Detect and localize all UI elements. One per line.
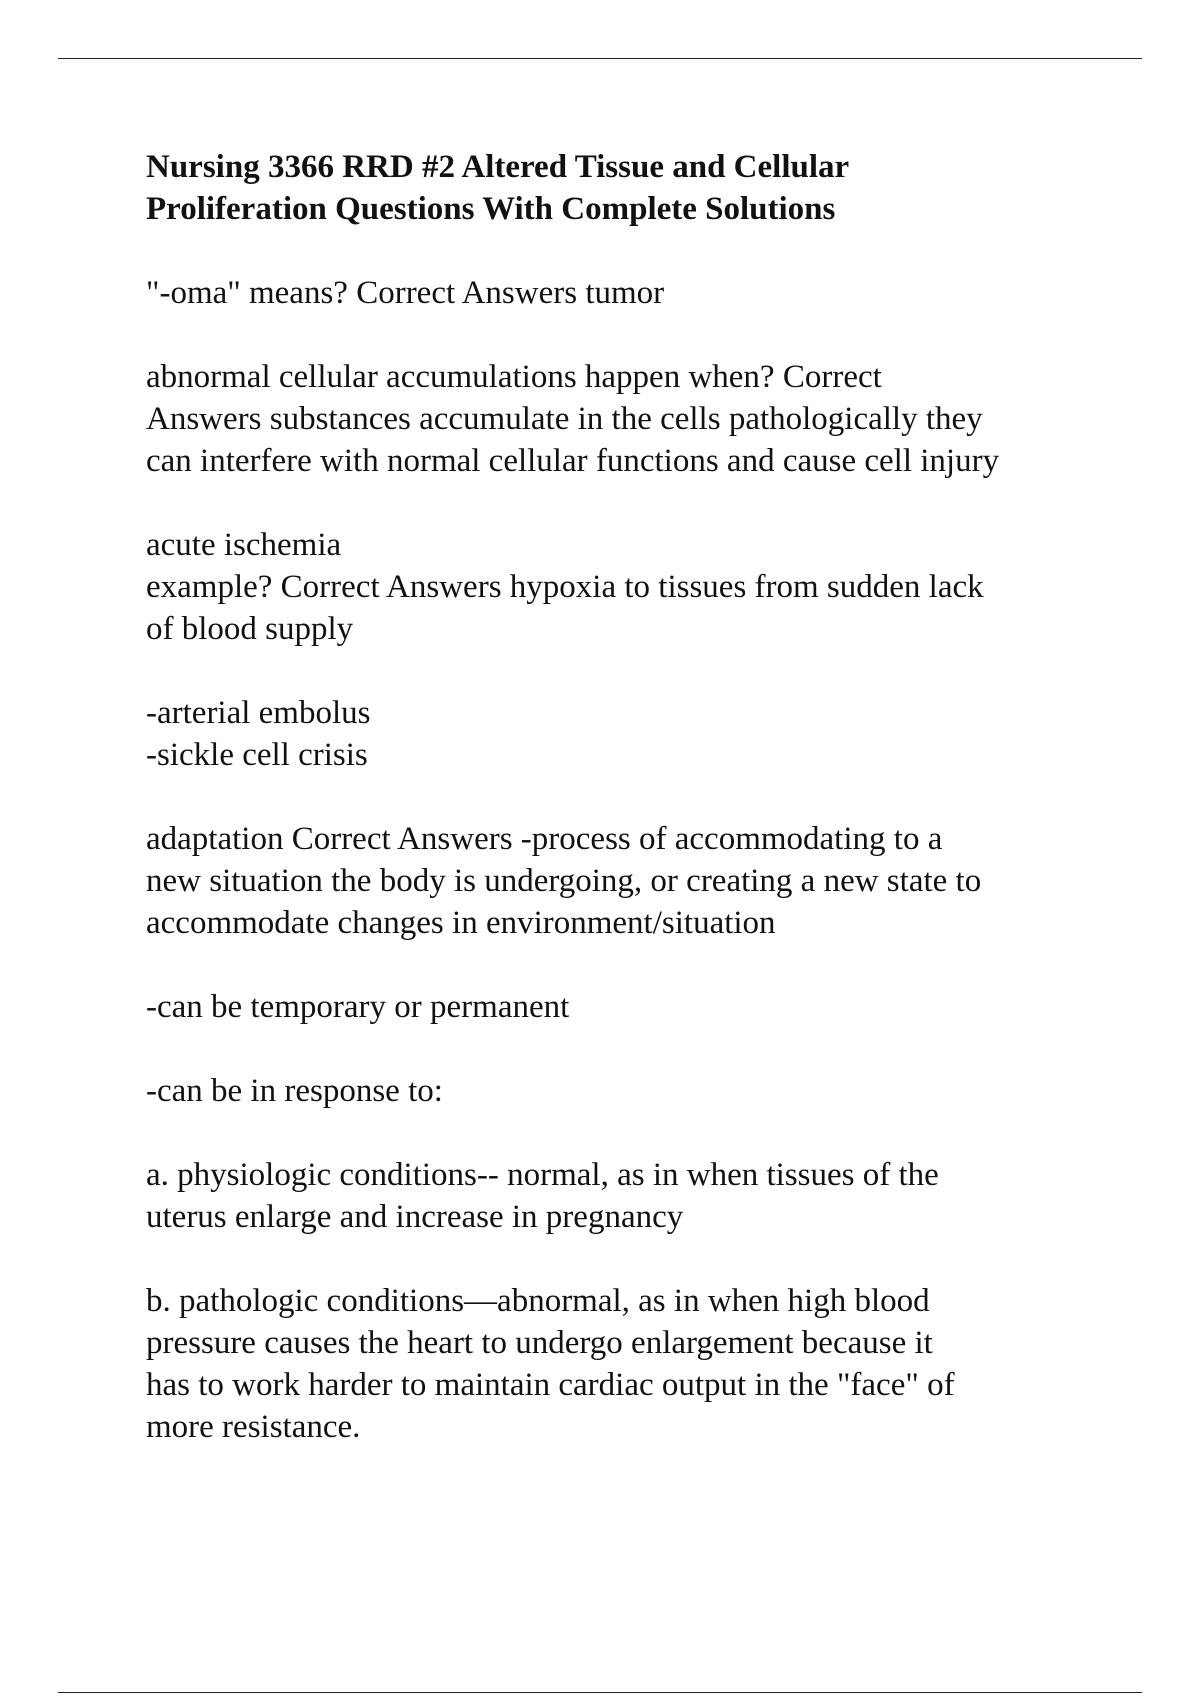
paragraph-response-to: -can be in response to: <box>146 1073 443 1109</box>
paragraph-temporary-permanent: -can be temporary or permanent <box>146 989 570 1025</box>
page-content <box>146 146 1106 1490</box>
paragraph-physiologic: a. physiologic conditions-- normal, as in when tissues of the uterus enlarge and increase in pregnancy <box>146 1157 939 1235</box>
paragraph-adaptation: adaptation Correct Answers -process of accommodating to a new situation the body is undergoing, or creating a new state to accommodate changes in environment/situation <box>146 821 982 941</box>
document-title: Nursing 3366 RRD #2 Altered Tissue and Cellular Proliferation Questions With Complete Solutions <box>146 149 850 227</box>
paragraph-acute-ischemia: acute ischemia example? Correct Answers hypoxia to tissues from sudden lack of blood supply <box>146 527 984 647</box>
paragraph-oma: "-oma" means? Correct Answers tumor <box>146 275 665 311</box>
paragraph-abnormal-accumulations: abnormal cellular accumulations happen when? Correct Answers substances accumulate in the cells pathologically they can interfere with normal cellular functions and cause cell injury <box>146 359 1000 479</box>
bottom-rule <box>58 1692 1142 1693</box>
top-rule <box>58 58 1142 59</box>
paragraph-ischemia-examples: -arterial embolus -sickle cell crisis <box>146 695 371 773</box>
paragraph-pathologic: b. pathologic conditions—abnormal, as in when high blood pressure causes the heart to undergo enlargement because it has to work harder to maintain cardiac output in the "face" of more resistance. <box>146 1283 955 1445</box>
